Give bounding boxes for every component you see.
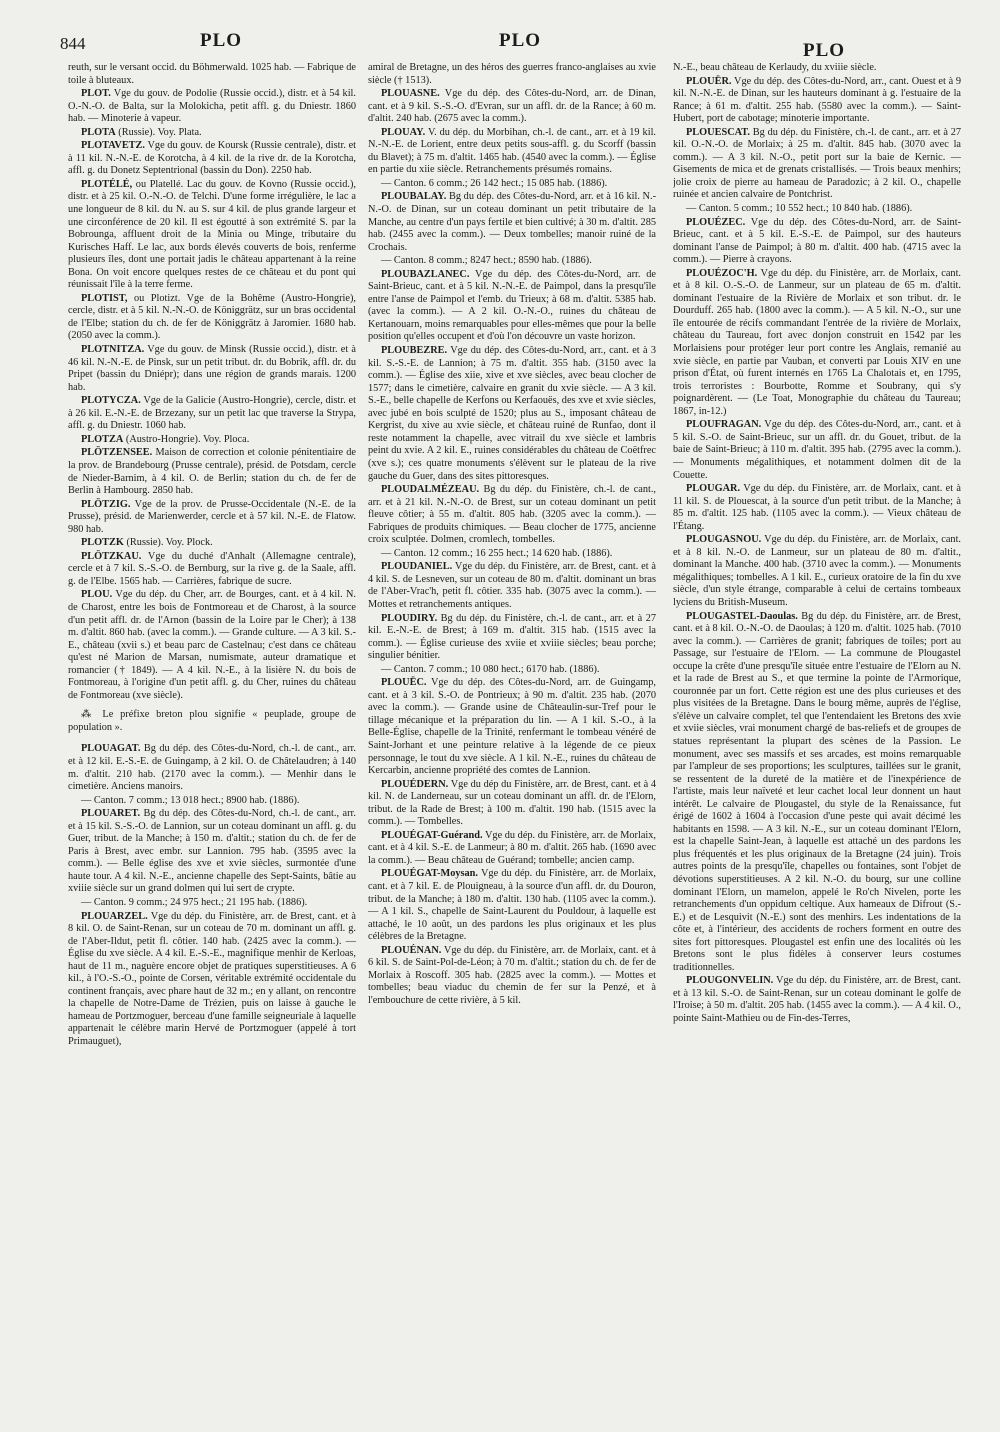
entry-headword: PLOUGONVELIN. (686, 975, 774, 987)
dictionary-entry (68, 911, 356, 1049)
dictionary-entry (368, 191, 656, 254)
entry-headword: PLOUARZEL. (81, 910, 148, 922)
entry-headword: PLOTZK (81, 537, 124, 549)
entry-body: Vge du dép. du Finistère, arr. de Morlaix, cant. et à 8 kil. N.-O. de Lanmeur, sur un plateau de 80 m. d'altit., dominant la Manche. 400 hab. (3710 avec la comm.). — Monuments mégalithiques; tombelles. A 1 kil. E., curieux oratoire de la fin du xve siècle, d'un style étrange, comparable à celui de certains tombeaux lyciens du British-Museum. (673, 534, 961, 608)
entry-body: ou Platellé. Lac du gouv. de Kovno (Russie occid.), distr. et à 25 kil. O.-N.-O. de Telchi. D'une forme irrégulière, le lac a une longueur de 8 kil. du N. au S. sur 4 kil. de plus grande largeur et une circonférence de 20 kil. Il est égoutté à son extrémité S. par la Bobrounga, affluent droit de la Minia ou Minge, tributaire du Kurisches Haff. Le lac, aux bords élevés couverts de bois, renferme plusieurs îles, dont une portait jadis le château appartenant à la reine Bona. On voit encore quelques restes de ce château et du pont qui réunissait l'île à la terre ferme. (68, 178, 356, 291)
dictionary-entry (368, 484, 656, 547)
entry-body: Vge du dép. des Côtes-du-Nord, arr. de Dinan, cant. et à 9 kil. S.-S.-O. d'Evran, sur un affl. dr. de la Rance; à 60 m. d'altit. 240 hab. (2675 avec la comm.). (368, 88, 656, 125)
dictionary-entry (68, 743, 356, 793)
dictionary-entry (673, 975, 961, 1025)
entry-body: — Canton. 5 comm.; 10 552 hect.; 10 840 hab. (1886). (686, 203, 913, 215)
dictionary-entry (68, 537, 356, 550)
entry-body: Vge du dép. du Cher, arr. de Bourges, cant. et à 4 kil. N. de Charost, entre les bois de Fontmoreau et de Charost, à la source d'un petit affl. dr. de l'Arnon (bassin de la Loire par le Cher); à 138 m. d'altit. 860 hab. (avec la comm.). — Grande culture. — A 3 kil. S.-E., château (xvii s.) et beau parc de Castelnau; c'est dans ce château qu'est né Marion de Marsan, numismate, auteur dramatique et romancier († 1849). — A 4 kil. N.-E., à la lisière N. du bois de Fontmoreau, à l'origine d'un petit affl. g. du Cher, ruines du château de Fontmoreau (xve siècle). (68, 589, 356, 701)
editorial-note: ⁂ Le préfixe breton plou signifie « peuplade, groupe de population ». (68, 709, 356, 733)
entry-body: Vge du duché d'Anhalt (Allemagne centrale), cercle et à 7 kil. S.-S.-O. de Bernburg, sur la rive g. de la Saale, affl. g. de l'Elbe. 1565 hab. — Carrières, fabrique de sucre. (68, 550, 356, 587)
entry-headword: PLÖTZKAU. (81, 550, 142, 562)
entry-headword: PLOTA (81, 126, 116, 138)
entry-headword: PLOUËC. (381, 677, 427, 689)
entry-body: Vge du dép. du Finistère, arr. de Brest, cant. et à 4 kil. S. de Lesneven, sur un coteau de 80 m. d'altit. dominant un bras de l'Aber-Vrac'h, petit fl. côtier. 335 hab. (3075 avec la comm.). — Mottes et retranchements antiques. (368, 561, 656, 610)
dictionary-entry (368, 269, 656, 344)
entry-body: Maison de correction et colonie pénitentiaire de la prov. de Brandebourg (Prusse centrale), présid. de Potsdam, cercle de Nieder-Barnim, à 4 kil. O. de Berlin; station du ch. de fer de Berlin à Hambourg. 2850 hab. (68, 447, 356, 497)
dictionary-entry (368, 127, 656, 177)
dictionary-entry (68, 127, 356, 140)
entry-headword: PLOUDANIEL. (381, 561, 453, 573)
entry-body: Vge du dép. des Côtes-du-Nord, arr. de Saint-Brieuc, cant. et à 5 kil. E.-S.-E. de Paimpol, sur des hauteurs dominant l'anse de Paimpol; à 80 m. d'altit. 400 hab. (4715 avec la comm.). — Pierre à crayons. (673, 216, 961, 266)
entry-body: Vge du gouv. de Podolie (Russie occid.), distr. et à 54 kil. O.-N.-O. de Balta, sur la Molokicha, petit affl. g. du Dniestr. 1860 hab. — Minoterie à vapeur. (68, 88, 356, 125)
dictionary-entry (68, 447, 356, 497)
dictionary-entry (68, 589, 356, 702)
dictionary-entry (368, 677, 656, 777)
column-1 (68, 62, 356, 1424)
entry-body: Bg du dép. du Finistère, ch.-l. de cant., arr. et à 27 kil. O.-N.-O. de Morlaix; à 25 m. d'altit. 845 hab. (3070 avec la comm.). — A 3 kil. N.-O., petit port sur la baie de Kernic. — Gisements de mica et de grenats cristallisés. — Trois beaux menhirs; jolie croix de pierre au hameau de Paradozic; à 2 kil. O., chapelle ruinée et ancien calvaire de Pontchrist. (673, 126, 961, 201)
entry-body: — Canton. 12 comm.; 16 255 hect.; 14 620 hab. (1886). (381, 547, 613, 559)
dictionary-entry (68, 434, 356, 447)
entry-headword: PLOTYCZA. (81, 395, 141, 407)
dictionary-entry (68, 395, 356, 433)
entry-headword: PLOUBAZLANEC. (381, 268, 470, 280)
entry-body: Vge de la prov. de Prusse-Occidentale (N.-E. de la Prusse), présid. de Marienwerder, cercle et à 57 kil. N.-E. de Flatow. 980 hab. (68, 498, 356, 535)
entry-body: Vge du dép. des Côtes-du-Nord, arr., cant. et à 3 kil. S.-S.-E. de Lannion; à 75 m. d'altit. 355 hab. (3150 avec la comm.). — Église des xiie, xive et xve siècles, avec beau clocher de 1577; dans le cimetière, calvaire en granit du xvie siècle. — A 3 kil. S.-E., belle chapelle de Kerfons ou Kerfaouës, des xve et xvie siècles, avec jubé en bois sculpté de 1520; plus au S., imposant château de Kergrist, du xive au xvie siècle, et château ruiné de Runfao, dont il reste notamment la chapelle, avec vitrail du xve siècle et lambris peint du xvie. A 2 kil. E., ruines considérables du château de Coëtfrec (xve s.); ces quatre monuments s'élèvent sur le plateau de la rive gauche du Guer, dans des sites pittoresques. (368, 345, 656, 482)
dictionary-entry (673, 62, 961, 75)
entry-headword: PLOTIST, (81, 292, 128, 304)
dictionary-entry (673, 419, 961, 482)
entry-body: (Russie). Voy. Plock. (123, 537, 213, 549)
entry-headword: PLOUÉZOC'H. (686, 267, 758, 279)
dictionary-entry (673, 534, 961, 609)
entry-headword: PLOT. (81, 88, 111, 100)
entry-headword: PLOUÉGAT-Moysan. (381, 868, 478, 880)
entry-body: ou Plotizt. Vge de la Bohême (Austro-Hongrie), cercle, distr. et à 5 kil. N.-N.-O. de Königgrätz, sur un bras occidental de l'Elbe; station du ch. de fer de Königgrätz à Jaromier. 1680 hab. (2050 avec la comm.). (68, 292, 356, 342)
entry-body: Bg du dép. des Côtes-du-Nord, ch.-l. de cant., arr. et à 12 kil. E.-S.-E. de Guingamp, à 2 kil. O. de Châtelaudren; à 140 m. d'altit. 210 hab. (2170 avec la comm.). — Menhir dans le cimetière. Anciens manoirs. (68, 743, 356, 793)
entry-headword: PLOUFRAGAN. (686, 419, 762, 431)
entry-headword: PLOTAVETZ. (81, 140, 145, 152)
dictionary-entry (368, 830, 656, 868)
dictionary-entry (673, 611, 961, 975)
dictionary-entry (68, 293, 356, 343)
entry-body: Vge du dép. des Côtes-du-Nord, arr., cant. Ouest et à 9 kil. N.-N.-E. de Dinan, sur les hauteurs dominant à g. l'estuaire de la Rance; à 61 m. d'altit. 255 hab. (5580 avec la comm.). — Saint-Hubert, port de cabotage; minoterie importante. (673, 75, 961, 125)
dictionary-entry (368, 868, 656, 943)
entry-body: Bg du dép. des Côtes-du-Nord, arr. et à 16 kil. N.-N.-O. de Dinan, sur un coteau dominant un petit tributaire de la Manche, au centre d'un pays fertile et bien cultivé; à 30 m. d'altit. 285 hab. (2455 avec la comm.). — Deux tombelles; manoir ruiné de la Crochais. (368, 191, 656, 253)
dictionary-entry (68, 808, 356, 896)
entry-body: — Canton. 8 comm.; 8247 hect.; 8590 hab. (1886). (381, 255, 592, 267)
entry-body: Vge du dép. des Côtes-du-Nord, arr. de Guingamp, cant. et à 3 kil. S.-O. de Pontrieux; à 90 m. d'altit. 235 hab. (2070 avec la comm.). — Grande usine de Châteaulin-sur-Tref pour le tillage mécanique et la préparation du lin. — A 1 kil. S.-O., à la Belle-Église, chapelle de la Trinité, renfermant le tombeau vénéré de Saint-Jorhant et une peinture relative à la légende de ce pieux personnage, le tout du xve siècle. A 1 kil. N.-E., ruines du château de Kercarbin, ancienne propriété des comtes de Lannion. (368, 677, 656, 777)
entry-headword: PLOUGASTEL-Daoulas. (686, 610, 798, 622)
entry-headword: PLOUASNE. (381, 88, 440, 100)
dictionary-entry (673, 268, 961, 419)
canton-statistics (68, 897, 356, 910)
entry-body: Vge du gouv. de Koursk (Russie centrale), distr. et à 11 kil. N.-N.-E. de Korotcha, à 4 kil. de la rive dr. de la Korotcha, affl. g. du Donetz Septentrional (bassin du Don). 2250 hab. (68, 140, 356, 177)
dictionary-entry (68, 62, 356, 87)
entry-body: Vge du dép. des Côtes-du-Nord, arr., cant. et à 5 kil. S.-O. de Saint-Brieuc, sur un affl. dr. du Gouet, tribut. de la baie de Saint-Brieuc; à 110 m. d'altit. 395 hab. (2795 avec la comm.). — Monuments mégalithiques, et notamment dolmen dit de la Couette. (673, 419, 961, 481)
entry-body: — Canton. 9 comm.; 24 975 hect.; 21 195 hab. (1886). (81, 897, 308, 908)
dictionary-entry (368, 88, 656, 126)
dictionary-entry (673, 483, 961, 533)
entry-body: — Canton. 7 comm.; 13 018 hect.; 8900 hab. (1886). (81, 794, 300, 806)
entry-headword: PLOUÉZEC. (686, 216, 746, 228)
column-2 (368, 62, 656, 1424)
canton-statistics (68, 795, 356, 808)
dictionary-entry (68, 140, 356, 178)
entry-headword: PLOU. (81, 589, 113, 601)
page-number: 844 (60, 34, 86, 53)
entry-body: N.-E., beau château de Kerlaudy, du xviiie siècle. (673, 62, 877, 73)
entry-headword: PLOUÉDERN. (381, 778, 449, 790)
dictionary-entry (673, 76, 961, 126)
entry-headword: PLOUÉNAN. (381, 944, 442, 956)
entry-body: Bg du dép. du Finistère, arr. de Brest, cant. et à 8 kil. O.-N.-O. de Daoulas; à 120 m. d'altit. 1025 hab. (7010 avec la comm.). — Carrières de granit; fabriques de toiles; port au Passage, sur l'estuaire de l'Elorn. — La commune de Plougastel occupe la crête d'une presqu'île située entre l'estuaire de l'Elorn au N. et la rade de Brest au S., et que termine la pointe de l'Armorique, couronnée par un fort. Cette région est une des plus curieuses et des plus visitées de la Bretagne. Dans le bourg même, auprès de l'église, s'élève un calvaire complet, tel que l'entendaient les Bretons des xvie et xviie siècles, vrai monument chargé de bas-reliefs et de groupes de statues représentant la plupart des scènes de la Passion. Le monument, avec ses massifs et ses arcades, est moins remarquable par l'ampleur de ses proportions; les sculptures, taillées sur le granit, se ressentent de la dureté de la matière et de l'inexpérience de l'artiste, mais leur naïveté et leur cachet local leur donnent un haut intérêt. Le calvaire de Plougastel, du style de la Renaissance, fut érigé de 1602 à 1604 à l'occasion d'une peste qui avait décimé les habitants en 1598. — A 3 kil. N.-E., sur un coteau dominant l'Elorn, est la chapelle Saint-Jean, à laquelle est attaché un des pardons les plus fréquentés et les plus originaux de la Bretagne (24 juin). Trois autres points de la presqu'île, chapelles ou fontaines, sont l'objet de dévotions superstitieuses. A 2 kil. N.-O. du bourg, sur une colline dominant l'Elorn, un mamelon, appelé le Ro'ch Nivelen, porte les retranchements d'un oppidum celtique. Aux hameaux de Difrout (S.-E.) et de Lesquivit (N.-E.) sont des menhirs. Les indentations de la côte et, à l'intérieur, des accidents de rochers forment en outre des sites fort pittoresques. Plougastel est enfin une des localités où les Bretons sont le plus fidèles à conserver leurs costumes traditionnelles. (673, 610, 961, 973)
dictionary-entry (368, 613, 656, 663)
dictionary-entry (673, 127, 961, 202)
entry-body: Vge du dép. du Finistère, arr. de Brest, cant. et à 13 kil. S.-O. de Saint-Renan, sur un coteau dominant le golfe de l'Iroise; à 50 m. d'altit. 205 hab. (1455 avec la comm.). — A 4 kil. O., pointe Saint-Mathieu ou de Fin-des-Terres, (673, 975, 961, 1025)
entry-headword: PLOUËR. (686, 75, 732, 87)
entry-headword: PLOUBALAY. (381, 191, 447, 203)
canton-statistics (368, 548, 656, 561)
entry-headword: PLOUARET. (81, 808, 141, 820)
entry-body: Vge du dép. du Finistère, arr. de Morlaix, cant. et à 4 kil. S.-E. de Lanmeur; à 80 m. d'altit. 265 hab. (1690 avec la comm.). — Beau château de Guérand; tombelle; ancien camp. (368, 829, 656, 866)
entry-body: V. du dép. du Morbihan, ch.-l. de cant., arr. et à 19 kil. N.-N.-E. de Lorient, entre deux petits sous-affl. g. du Scorff (bassin du Blavet); à 75 m. d'altit. 1465 hab. (4540 avec la comm.). — Église en partie du xiie siècle. Retranchements présumés romains. (368, 126, 656, 176)
entry-body: Bg du dép. du Finistère, ch.-l. de cant., arr. et à 21 kil. N.-N.-O. de Brest, sur un coteau dominant un petit fleuve côtier; à 55 m. d'altit. 805 hab. (3205 avec la comm.). — Fabriques de produits chimiques. — Beau clocher de 1775, ancienne croix sculptée. Dolmen, cromlech, tombelles. (368, 484, 656, 546)
entry-body: Bg du dép. des Côtes-du-Nord, ch.-l. de cant., arr. et à 15 kil. S.-S.-O. de Lannion, sur un coteau dominant un affl. g. du Guer, tribut. de la Manche; à 150 m. d'altit.; station du ch. de fer de Paris à Brest, avec embr. sur Lannion. 795 hab. (3595 avec la comm.). — Belle église des xve et xvie siècles, surmontée d'une haute tour. A 4 kil. N.-E., ancienne chapelle des Sept-Saints, bâtie au xviiie siècle sur un grand dolmen qui lui sert de crypte. (68, 808, 356, 895)
canton-statistics (368, 178, 656, 191)
running-head-right: PLO (803, 40, 846, 61)
entry-body: Vge du dép. des Côtes-du-Nord, arr. de Saint-Brieuc, cant. et à 5 kil. N.-N.-E. de Paimpol, dans la presqu'île entre l'anse de Paimpol et l'emb. du Trieux; à 68 m. d'altit. 5385 hab. (avec la comm.). — A 2 kil. O.-N.-O., ruines du château de Kertanouarn, moins remarquables pour elles-mêmes que pour la belle position qu'elles occupent et d'où l'on découvre un vaste horizon. (368, 268, 656, 343)
entry-body: Vge du dép. du Finistère, arr. de Morlaix, cant. et à 8 kil. O.-S.-O. de Lanmeur, sur un plateau de 65 m. d'altit. dominant l'estuaire de la Rivière de Morlaix et son tribut. dr. le Dourduff. 265 hab. (1800 avec la comm.). — A 5 kil. N.-O., sur une île entourée de récifs commandant l'entrée de la rivière de Morlaix, château du Taureau, fort avec donjon construit en 1542 par les Morlaisiens pour protéger leur port contre les Anglais, remanié au xvie siècle, en partie par Vauban, et converti par Louis XIV en une prison d'État, où furent internés en 1765 La Chalotais et, en 1795, trois terroristes : Bourbotte, Romme et Soubrany, qui s'y poignardèrent. — (Le Toat, Monographie du château du Taureau; 1867, in-12.) (673, 267, 961, 417)
entry-body: Vge de la Galicie (Austro-Hongrie), cercle, distr. et à 26 kil. E.-N.-E. de Brzezany, sur un petit lac que traverse la Strypa, affl. g. du Dniestr. 1060 hab. (68, 395, 356, 432)
dictionary-entry (68, 551, 356, 589)
entry-headword: PLÖTZENSEE. (81, 447, 153, 459)
dictionary-entry (68, 344, 356, 394)
entry-headword: PLOUBEZRE. (381, 345, 448, 357)
entry-body: (Austro-Hongrie). Voy. Ploca. (123, 433, 250, 445)
entry-headword: PLOUDALMÉZEAU. (381, 484, 480, 496)
dictionary-entry (368, 345, 656, 483)
entry-headword: PLOUAGAT. (81, 743, 141, 755)
entry-headword: PLOUDIRY. (381, 612, 438, 624)
entry-headword: PLOUGAR. (686, 483, 741, 495)
entry-headword: PLOUESCAT. (686, 126, 750, 138)
dictionary-entry (368, 945, 656, 1008)
entry-headword: PLÖTZIG. (81, 498, 131, 510)
entry-body: Vge du dép. du Finistère, arr. de Morlaix, cant. et à 6 kil. S. de Saint-Pol-de-Léon; à 70 m. d'altit.; station du ch. de fer de Morlaix à Roscoff. 305 hab. (2825 avec la comm.). — Mottes et tombelles; beau viaduc du chemin de fer sur la Penzé, et à l'embouchure de cette rivière, à 5 kil. (368, 944, 656, 1006)
dictionary-entry (68, 499, 356, 537)
entry-headword: PLOTÉLÉ, (81, 178, 133, 190)
entry-body: Vge du dép du Finistère, arr. de Brest, cant. et à 4 kil. N. de Landerneau, sur un coteau dominant un affl. dr. de l'Elorn, tribut. de la Rade de Brest; à 100 m. d'altit. 190 hab. (1515 avec la comm.). — Tombelles. (368, 778, 656, 828)
dictionary-entry (673, 217, 961, 267)
entry-headword: PLOUAY. (381, 126, 426, 138)
running-head-left: PLO (200, 30, 243, 51)
dictionary-entry (368, 779, 656, 829)
dictionary-entry (68, 179, 356, 292)
entry-body: Vge du dép. du Finistère, arr. de Morlaix, cant. et à 7 kil. E. de Plouigneau, à la source d'un affl. dr. du Douron, tribut. de la Manche; à 180 m. d'altit. 130 hab. (1105 avec la comm.). — A 1 kil. S., chapelle de Saint-Laurent du Pouldour, à laquelle est attaché, le 10 août, un des pardons les plus originaux et les plus célèbres de la Bretagne. (368, 868, 656, 943)
entry-body: Vge du gouv. de Minsk (Russie occid.), distr. et à 46 kil. N.-N.-E. de Pinsk, sur un petit tribut. dr. du Bobrik, affl. dr. du Pripet (bassin du Dniépr); dans une région de grands marais. 1200 hab. (68, 344, 356, 393)
entry-headword: PLOTZA (81, 433, 124, 445)
entry-body: Bg du dép. du Finistère, ch.-l. de cant., arr. et à 27 kil. E.-N.-E. de Brest; à 169 m. d'altit. 315 hab. (1515 avec la comm.). — Église curieuse des xviie et xviiie siècles; beau porche; singulier bénitier. (368, 612, 656, 662)
canton-statistics (368, 664, 656, 677)
running-head-center: PLO (499, 30, 542, 51)
entry-body: — Canton. 6 comm.; 26 142 hect.; 15 085 hab. (1886). (381, 177, 608, 189)
entry-headword: PLOUÉGAT-Guérand. (381, 829, 483, 841)
column-3 (673, 62, 961, 1424)
canton-statistics (368, 255, 656, 268)
dictionary-entry (368, 561, 656, 611)
dictionary-entry (68, 88, 356, 126)
entry-body: reuth, sur le versant occid. du Böhmerwald. 1025 hab. — Fabrique de toile à bluteaux. (68, 62, 356, 86)
entry-body: Vge du dép. du Finistère, arr. de Morlaix, cant. et à 11 kil. S. de Plouescat, à la source d'un petit tribut. de la Manche; à 85 m. d'altit. 125 hab. (1105 avec la comm.). — Vieux château de l'Étang. (673, 483, 961, 532)
entry-headword: PLOUGASNOU. (686, 534, 762, 546)
entry-body: Vge du dép. du Finistère, arr. de Brest, cant. et à 8 kil. O. de Saint-Renan, sur un coteau de 70 m. dominant un affl. g. de l'Aber-Ildut, petit fl. côtier. 140 hab. (2425 avec la comm.). — Église du xve siècle. A 4 kil. E.-S.-E., magnifique menhir de Kerloas, haut de 11 m., naguère encore objet de pratiques superstitieuses. A 6 kil., à l'O.-S.-O., pointe de Corsen, véritable extrémité occidentale du continent français, avec phare haut de 32 m.; en y allant, on rencontre la chapelle de Notre-Dame de Trézien, puis on laisse à gauche le hameau de Portzmoguer, berceau d'une famille seigneuriale à laquelle appartenait le célèbre marin Hervé de Portzmoguer (appelé à tort Primauguet), (68, 910, 356, 1048)
entry-headword: PLOTNITZA. (81, 344, 145, 356)
entry-body: — Canton. 7 comm.; 10 080 hect.; 6170 hab. (1886). (381, 663, 600, 675)
dictionary-entry (368, 62, 656, 87)
entry-body: amiral de Bretagne, un des héros des guerres franco-anglaises au xvie siècle († 1513). (368, 62, 656, 86)
canton-statistics (673, 203, 961, 216)
entry-body: (Russie). Voy. Plata. (115, 126, 202, 138)
